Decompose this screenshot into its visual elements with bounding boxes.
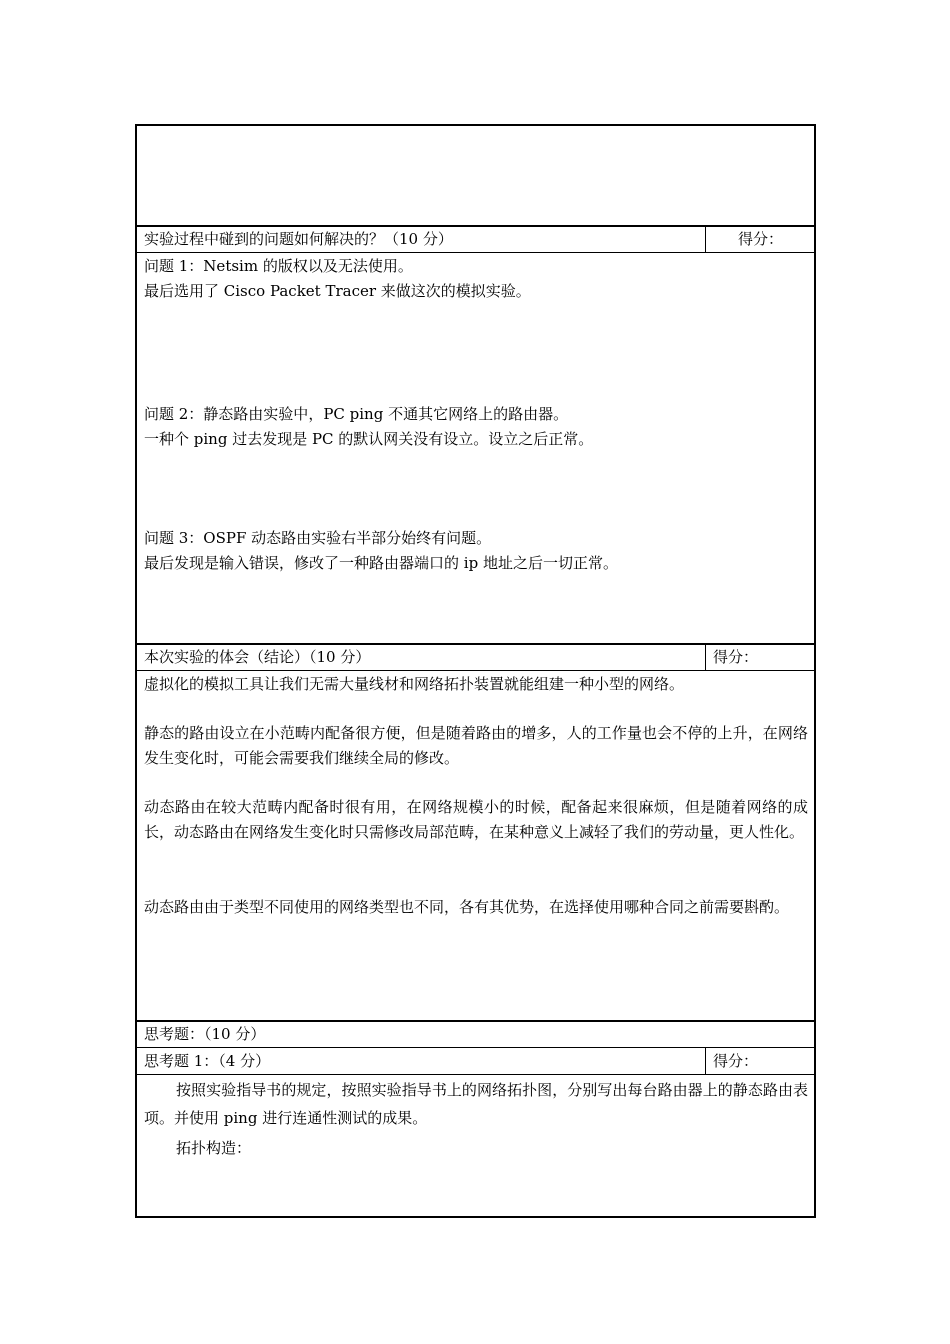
problem-2-title: 问题 2：静态路由实验中，PC ping 不通其它网络上的路由器。 <box>144 405 569 423</box>
problems-header: 实验过程中碰到的问题如何解决的？（10 分） <box>144 230 453 248</box>
score-cell-divider <box>705 1048 706 1075</box>
top-border <box>135 124 816 126</box>
divider-conclusion-header <box>135 670 816 671</box>
problem-3-solution: 最后发现是输入错误，修改了一种路由器端口的 ip 地址之后一切正常。 <box>144 554 618 572</box>
divider-problems-header <box>135 252 816 253</box>
divider-q1-header <box>135 1074 816 1075</box>
conclusion-paragraph-4: 动态路由由于类型不同使用的网络类型也不同，各有其优势，在选择使用哪种合同之前需要斟酌。 <box>144 898 790 916</box>
conclusion-header: 本次实验的体会（结论）（10 分） <box>144 648 371 666</box>
divider-questions-header <box>135 1047 816 1048</box>
conclusion-score-label: 得分： <box>713 648 759 666</box>
questions-header: 思考题：（10 分） <box>144 1025 266 1043</box>
problem-1-title: 问题 1：Netsim 的版权以及无法使用。 <box>144 257 413 275</box>
question-1-text: 按照实验指导书的规定，按照实验指导书上的网络拓扑图，分别写出每台路由器上的静态路由表项。并使用 ping 进行连通性测试的成果。 <box>144 1081 808 1127</box>
bottom-border <box>135 1216 816 1218</box>
conclusion-paragraph-1: 虚拟化的模拟工具让我们无需大量线材和网络拓扑装置就能组建一种小型的网络。 <box>144 675 685 693</box>
question-1-score-label: 得分： <box>713 1052 759 1070</box>
conclusion-paragraph-3: 动态路由在较大范畴内配备时很有用，在网络规模小的时候，配备起来很麻烦，但是随着网络的成长，动态路由在网络发生变化时只需修改局部范畴，在某种意义上减轻了我们的劳动量，更人性化。 <box>144 798 808 841</box>
problem-2-solution: 一种个 ping 过去发现是 PC 的默认网关没有设立。设立之后正常。 <box>144 430 594 448</box>
question-1-header: 思考题 1：（4 分） <box>144 1052 271 1070</box>
problems-score-label: 得分： <box>738 230 784 248</box>
score-cell-divider <box>705 226 706 253</box>
problem-3-title: 问题 3：OSPF 动态路由实验右半部分始终有问题。 <box>144 529 492 547</box>
score-cell-divider <box>705 644 706 671</box>
conclusion-paragraph-2: 静态的路由设立在小范畴内配备很方便，但是随着路由的增多，人的工作量也会不停的上升，在网络发生变化时，可能会需要我们继续全局的修改。 <box>144 724 808 767</box>
problem-1-solution: 最后选用了 Cisco Packet Tracer 来做这次的模拟实验。 <box>144 282 531 300</box>
report-form <box>135 124 816 1218</box>
topology-label: 拓扑构造： <box>176 1139 252 1157</box>
